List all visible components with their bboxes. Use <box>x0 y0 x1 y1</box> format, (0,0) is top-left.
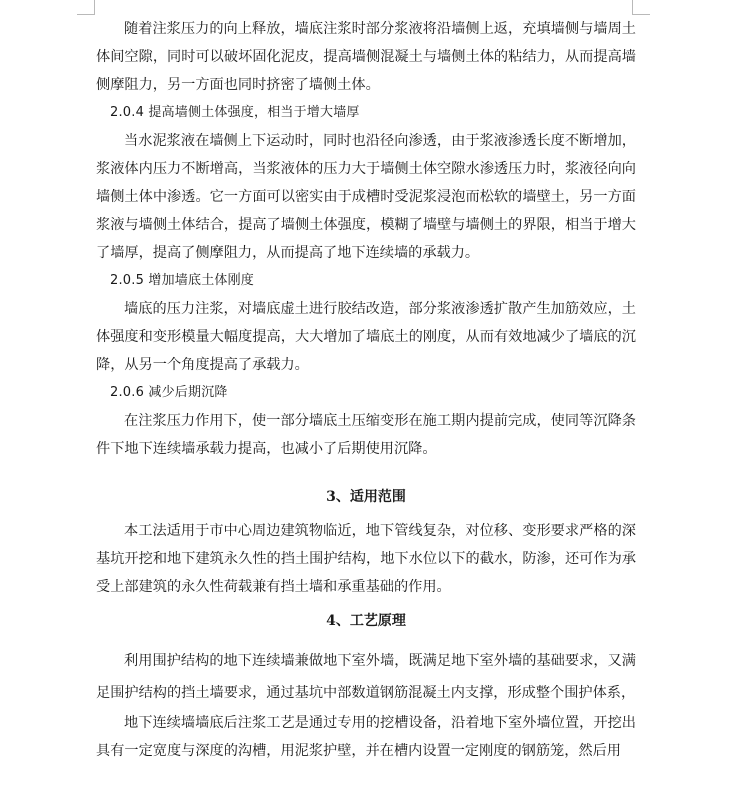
page-corner-mark-right <box>632 0 650 15</box>
subheading-2-0-5: 2.0.5 增加墙底土体刚度 <box>110 273 255 288</box>
spacer <box>96 635 636 645</box>
spacer <box>96 463 636 483</box>
document-body <box>96 15 636 765</box>
paragraph-2-0-4: 当水泥浆液在墙侧上下运动时，同时也沿径向渗透，由于浆液渗透长度不断增加，浆液体内压力不断增高，当浆液体的压力大于墙侧土体空隙水渗透压力时，浆液径向向墙侧土体中渗透。它一方面可以密实由于成槽时受泥浆浸泡而松软的墙壁土，另一方面浆液与墙侧土体结合，提高了墙侧土体强度，模糊了墙壁与墙侧土的界限，相当于增大了墙厚，提高了侧摩阻力，从而提高了地下连续墙的承载力。 <box>96 133 636 261</box>
paragraph-section-4b: 地下连续墙墙底后注浆工艺是通过专用的挖槽设备，沿着地下室外墙位置，开挖出具有一定宽度与深度的沟槽，用泥浆护壁，并在槽内设置一定刚度的钢筋笼，然后用 <box>96 715 636 759</box>
section-heading-4: 4、工艺原理 <box>326 613 406 629</box>
paragraph-2-0-5: 墙底的压力注浆，对墙底虚土进行胶结改造，部分浆液渗透扩散产生加筋效应，土体强度和变形模量大幅度提高，大大增加了墙底土的刚度，从而有效地减少了墙底的沉降，从另一个角度提高了承载力。 <box>96 301 636 373</box>
page-corner-mark-left <box>77 0 95 15</box>
subheading-2-0-6: 2.0.6 减少后期沉降 <box>110 385 228 400</box>
paragraph-2-0-6: 在注浆压力作用下，使一部分墙底土压缩变形在施工期内提前完成，使同等沉降条件下地下连续墙承载力提高，也减小了后期使用沉降。 <box>96 413 636 457</box>
subheading-2-0-4: 2.0.4 提高墙侧土体强度，相当于增大墙厚 <box>110 105 360 120</box>
section-heading-3: 3、适用范围 <box>326 489 406 505</box>
paragraph-wall-side-friction: 随着注浆压力的向上释放，墙底注浆时部分浆液将沿墙侧上返，充填墙侧与墙周土体间空隙，同时可以破坏固化泥皮，提高墙侧混凝土与墙侧土体的粘结力，从而提高墙侧摩阻力，另一方面也同时挤密了墙侧土体。 <box>96 21 636 93</box>
paragraph-section-4a: 利用围护结构的地下连续墙兼做地下室外墙，既满足地下室外墙的基础要求，又满足围护结构的挡土墙要求，通过基坑中部数道钢筋混凝土内支撑，形成整个围护体系， <box>96 653 636 701</box>
paragraph-section-3: 本工法适用于市中心周边建筑物临近，地下管线复杂，对位移、变形要求严格的深基坑开挖和地下建筑永久性的挡土围护结构，地下水位以下的截水，防渗，还可作为承受上部建筑的永久性荷载兼有挡土墙和承重基础的作用。 <box>96 523 636 595</box>
